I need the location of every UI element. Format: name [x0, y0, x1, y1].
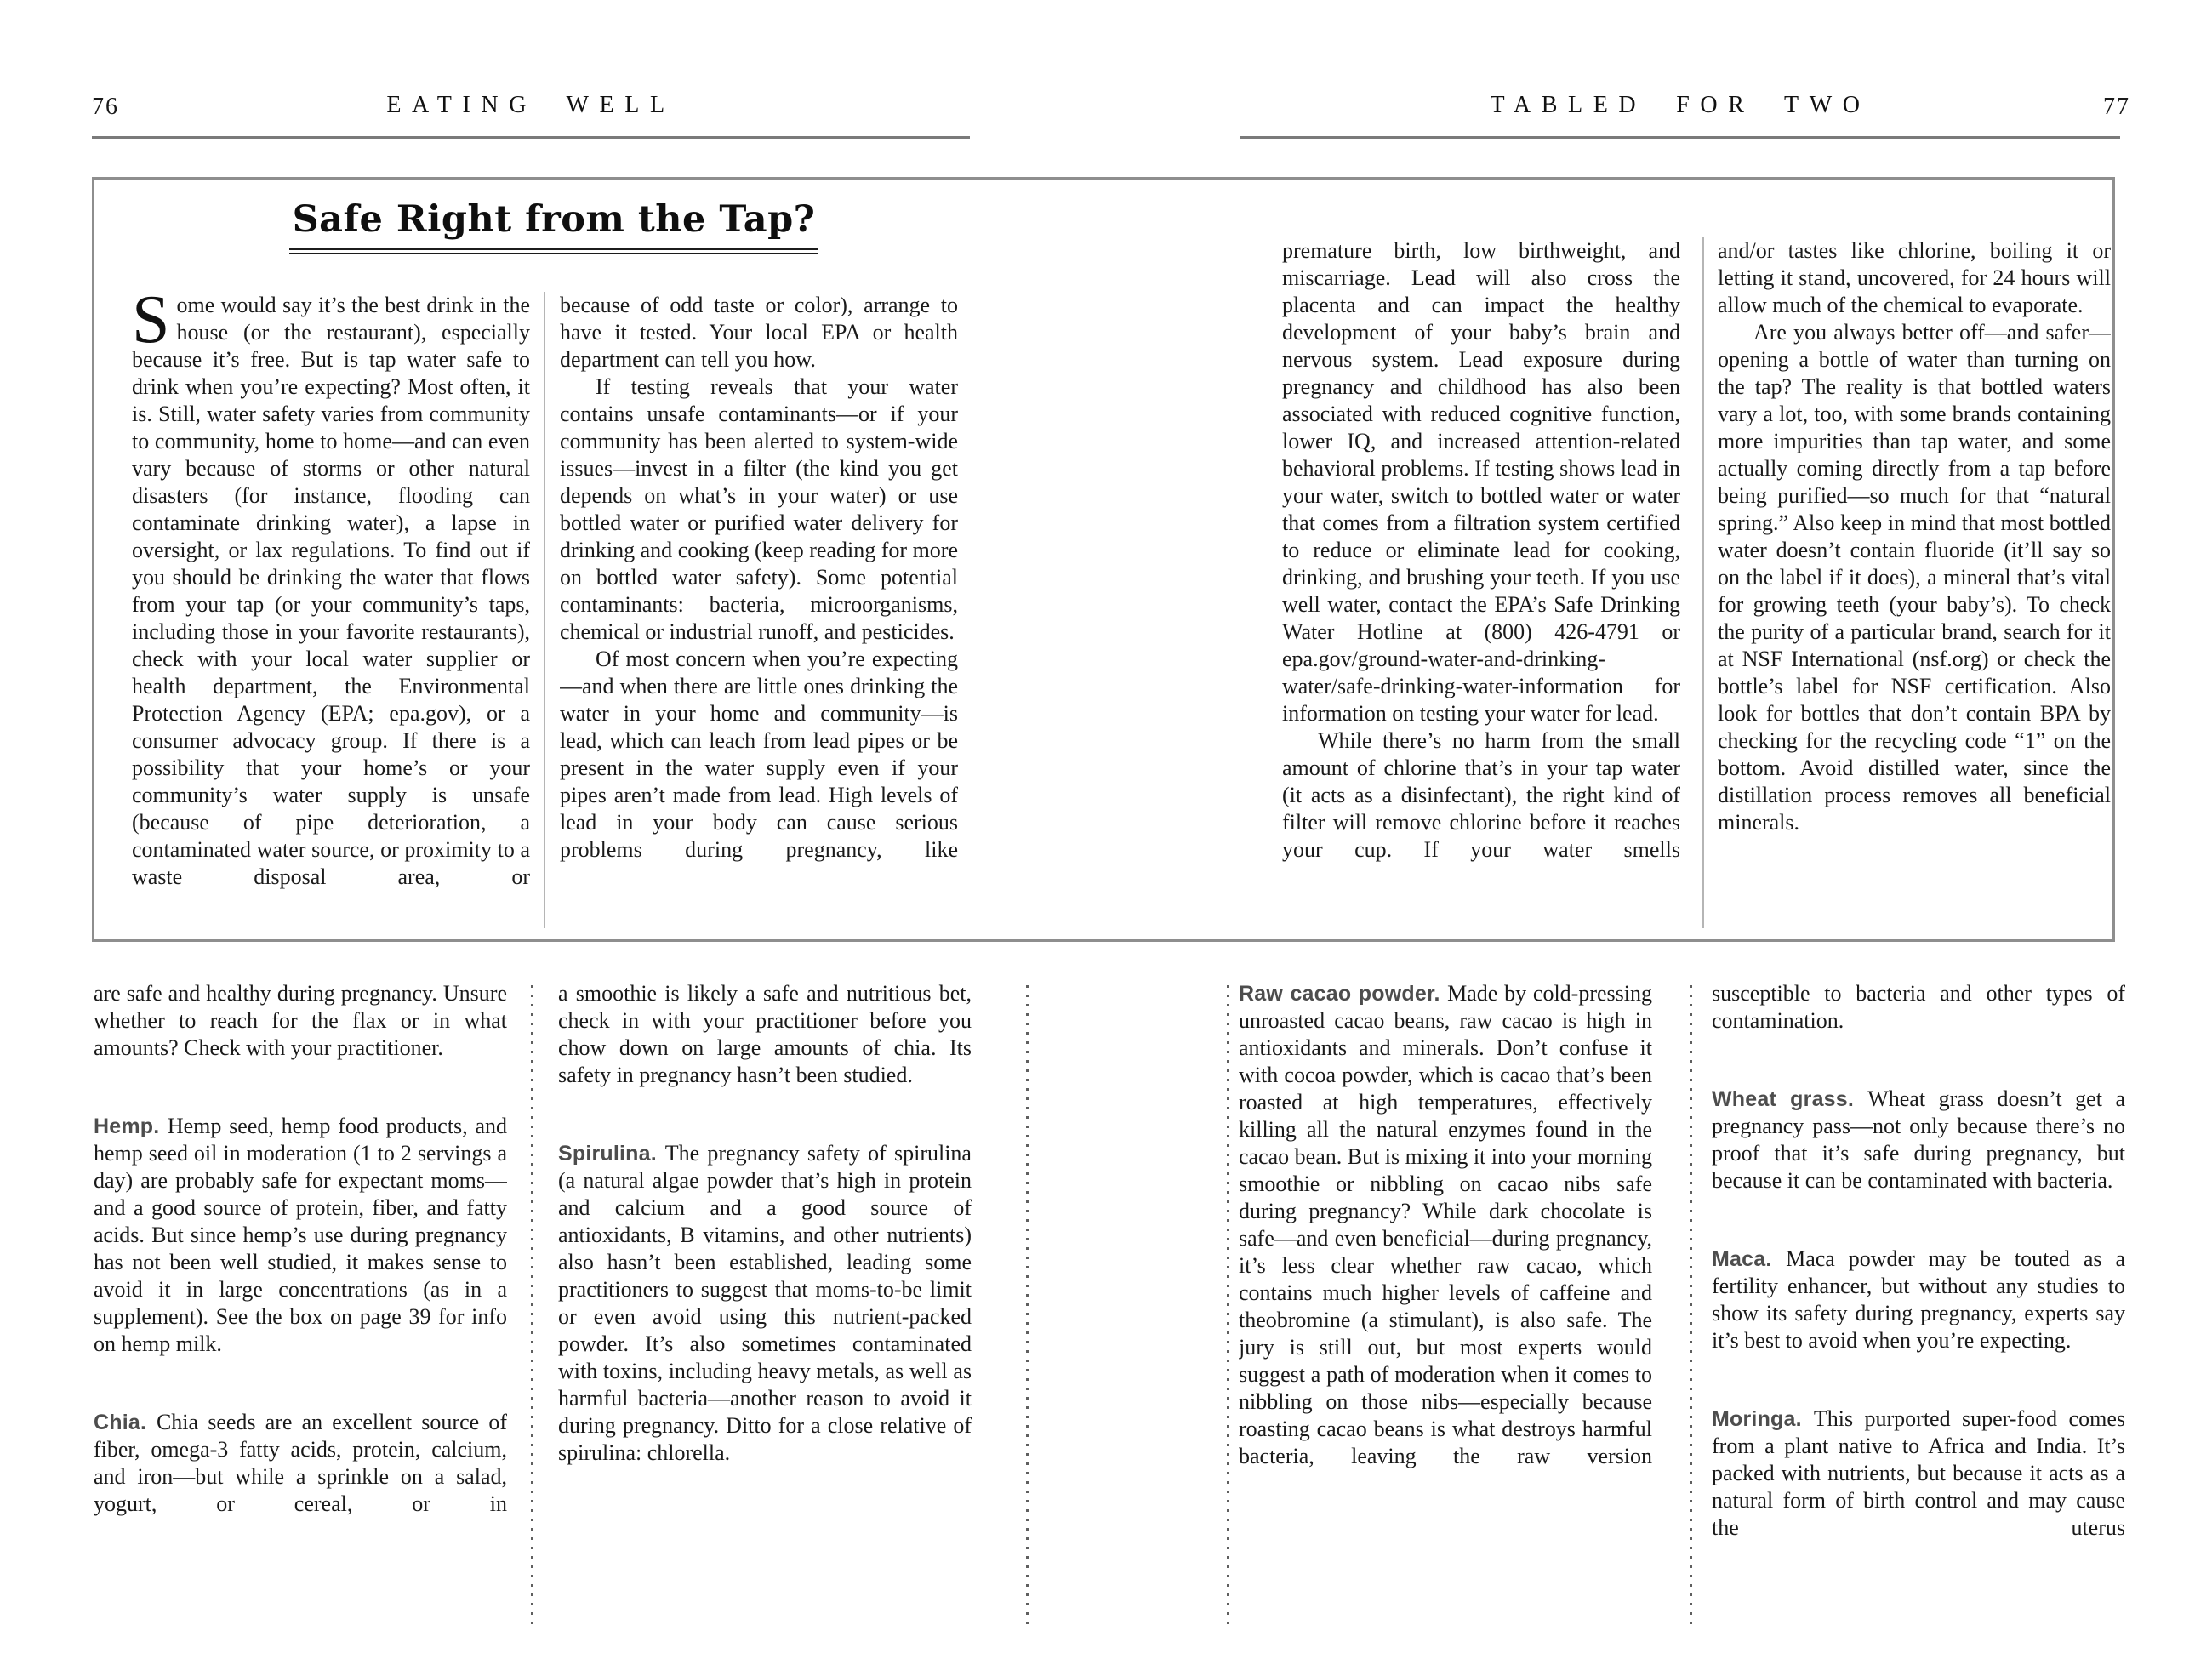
running-head-left: EATING WELL	[386, 92, 676, 118]
dotted-divider-a-b	[531, 985, 533, 1625]
entry-paragraph: Chia. Chia seeds are an excellent source of fiber, omega-3 fatty acids, protein, calcium, and iron—but while a sprinkle on a salad, yogurt, or cereal, or in	[94, 1410, 507, 1516]
drop-cap: S	[132, 292, 170, 357]
dotted-divider-c-d	[1690, 985, 1692, 1625]
paragraph: Are you always better off—and safer—opening a bottle of water than turning on the tap? The reality is that bottled waters vary a lot, too, with some brands containing more impurities than tap water, and some actually coming directly from a tap before being purified—so much for that “natural spring.” Also keep in mind that most bottled water doesn’t contain fluoride (it’ll say so on the label if it does), a mineral that’s vital for growing teeth (your baby’s). To check the purity of a particular brand, search for it at NSF International (nsf.org) or check the bottle’s label for NSF certification. Also look for bottles that don’t contain BPA by checking for the recycling code “1” on the bottom. Avoid distilled water, since the distillation process removes all beneficial minerals.	[1718, 320, 2111, 835]
paragraph: If testing reveals that your water contains unsafe contaminants—or if your community has been alerted to system-wide issues—invest in a filter (the kind you get depends on what’s in your water) or use bottled water or purified water delivery for drinking and cooking (keep reading for more on bottled water safety). Some potential contaminants: bacteria, microorganisms, chemical or industrial runoff, and pesticides.	[560, 374, 958, 644]
body-column-c	[1239, 980, 1652, 1627]
entry-paragraph: Hemp. Hemp seed, hemp food products, and hemp seed oil in moderation (1 to 2 servings a day) are probably safe for expectant moms—and a good source of protein, fiber, and fatty acids. But since hemp’s use during pregnancy has not been well studied, it makes sense to avoid it in large concentrations (as in a supplement). See the box on page 39 for info on hemp milk.	[94, 1114, 507, 1356]
paragraph: While there’s no harm from the small amount of chlorine that’s in your tap water (it acts as a disinfectant), the right kind of filter will remove chlorine before it reaches your cup. If your water smells	[1282, 728, 1680, 862]
entry-paragraph: Spirulina. The pregnancy safety of spirulina (a natural algae powder that’s high in protein and calcium and a good source of antioxidants, B vitamins, and other nutrients) also hasn’t been established, leading some practitioners to suggest that moms-to-be limit or even avoid using this nutrient-packed powder. It’s also sometimes contaminated with toxins, including heavy metals, as well as harmful bacteria—another reason to avoid it during pregnancy. Ditto for a close relative of spirulina: chlorella.	[558, 1141, 972, 1465]
paragraph: Of most concern when you’re expecting—and when there are little ones drinking the water in your home and community—is lead, which can leach from lead pipes or be present in the water supply even if your pipes aren’t made from lead. High levels of lead in your body can cause serious problems during pregnancy, like	[560, 647, 958, 862]
entry-lead-in: Wheat grass.	[1712, 1087, 1868, 1111]
box-column-divider-left	[544, 292, 545, 928]
entry-lead-in: Raw cacao powder.	[1239, 982, 1448, 1006]
entry-lead-in: Maca.	[1712, 1247, 1787, 1271]
entry-paragraph: Wheat grass. Wheat grass doesn’t get a pregnancy pass—not only because there’s no proof that it’s safe during pregnancy, but because it can be contaminated with bacteria.	[1712, 1086, 2125, 1193]
entry-lead-in: Chia.	[94, 1411, 157, 1434]
entry-lead-in: Spirulina.	[558, 1142, 665, 1166]
entry-lead-in: Moringa.	[1712, 1407, 1814, 1431]
dotted-divider-left-page-inner	[1026, 985, 1029, 1625]
entry-lead-in: Hemp.	[94, 1115, 168, 1138]
box-column-divider-right	[1702, 237, 1704, 928]
body-column-a	[94, 980, 507, 1627]
body-column-d	[1712, 980, 2125, 1627]
box-column-3	[1282, 237, 1680, 928]
feature-box	[92, 177, 2115, 942]
header-rule-right	[1240, 136, 2120, 139]
paragraph: Some would say it’s the best drink in the house (or the restaurant), especially because it’s free. But is tap water safe to drink when you’re expecting? Most often, it is. Still, water safety varies from community to community, home to home—and can even vary because of storms or other natural disasters (for instance, flooding can contaminate drinking water), a lapse in oversight, or lax regulations. To find out if you should be drinking the water that flows from your tap (or your community’s taps, including those in your favorite restaurants), check with your local water supplier or health department, the Environmental Protection Agency (EPA; epa.gov), or a consumer advocacy group. If there is a possibility that your home’s or your community’s water supply is unsafe (because of pipe deterioration, a contaminated water source, or proximity to a waste disposal area, or	[132, 292, 530, 889]
paragraph: because of odd taste or color), arrange to have it tested. Your local EPA or health department can tell you how.	[560, 293, 958, 372]
paragraph: and/or tastes like chlorine, boiling it or letting it stand, uncovered, for 24 hours will allow much of the chemical to evaporate.	[1718, 238, 2111, 317]
box-column-4	[1718, 237, 2111, 928]
box-column-2	[560, 292, 958, 928]
box-column-1	[132, 292, 530, 928]
entry-paragraph: Moringa. This purported super-food comes from a plant native to Africa and India. It’s packed with nutrients, but because it acts as a natural form of birth control and may cause the uterus	[1712, 1406, 2125, 1540]
paragraph: premature birth, low birthweight, and miscarriage. Lead will also cross the placenta and can impact the healthy development of your baby’s brain and nervous system. Lead exposure during pregnancy and childhood has also been associated with reduced cognitive function, lower IQ, and increased attention-related behavioral problems. If testing shows lead in your water, switch to bottled water or water that comes from a filtration system certified to reduce or eliminate lead for cooking, drinking, and brushing your teeth. If you use well water, contact the EPA’s Safe Drinking Water Hotline at (800) 426-4791 or epa.gov/ground-water-and-drinking-water/safe-drinking-water-information for information on testing your water for lead.	[1282, 238, 1680, 726]
body-column-b	[558, 980, 972, 1627]
paragraph: are safe and healthy during pregnancy. Unsure whether to reach for the flax or in what amounts? Check with your practitioner.	[94, 981, 507, 1060]
paragraph: a smoothie is likely a safe and nutritious bet, check in with your practitioner before you chow down on large amounts of chia. Its safety in pregnancy hasn’t been studied.	[558, 981, 972, 1087]
entry-paragraph: Maca. Maca powder may be touted as a fertility enhancer, but without any studies to show its safety during pregnancy, experts say it’s best to avoid when you’re expecting.	[1712, 1246, 2125, 1353]
header-rule-left	[92, 136, 970, 139]
dotted-divider-right-page-inner	[1227, 985, 1229, 1625]
running-head-right: TABLED FOR TWO	[1490, 92, 1871, 118]
right-page-number: 77	[2103, 94, 2130, 120]
left-page-number: 76	[92, 94, 119, 120]
entry-paragraph: Raw cacao powder. Made by cold-pressing unroasted cacao beans, raw cacao is high in antioxidants and minerals. Don’t confuse it with cocoa powder, which is cacao that’s been roasted at high temperatures, effectively killing all the natural enzymes found in the cacao bean. But is mixing it into your morning smoothie or nibbling on cacao nibs safe during pregnancy? While dark chocolate is safe—and even beneficial—during pregnancy, it’s less clear whether raw cacao, which contains much higher levels of caffeine and theobromine (a stimulant), is also safe. The jury is still out, but most experts would suggest a path of moderation when it comes to nibbling on those nibs—especially because roasting cacao beans is what destroys harmful bacteria, leaving the raw version	[1239, 981, 1652, 1468]
paragraph: susceptible to bacteria and other types of contamination.	[1712, 981, 2125, 1033]
feature-box-title: Safe Right from the Tap?	[289, 198, 819, 254]
feature-box-title-wrap	[128, 198, 979, 254]
